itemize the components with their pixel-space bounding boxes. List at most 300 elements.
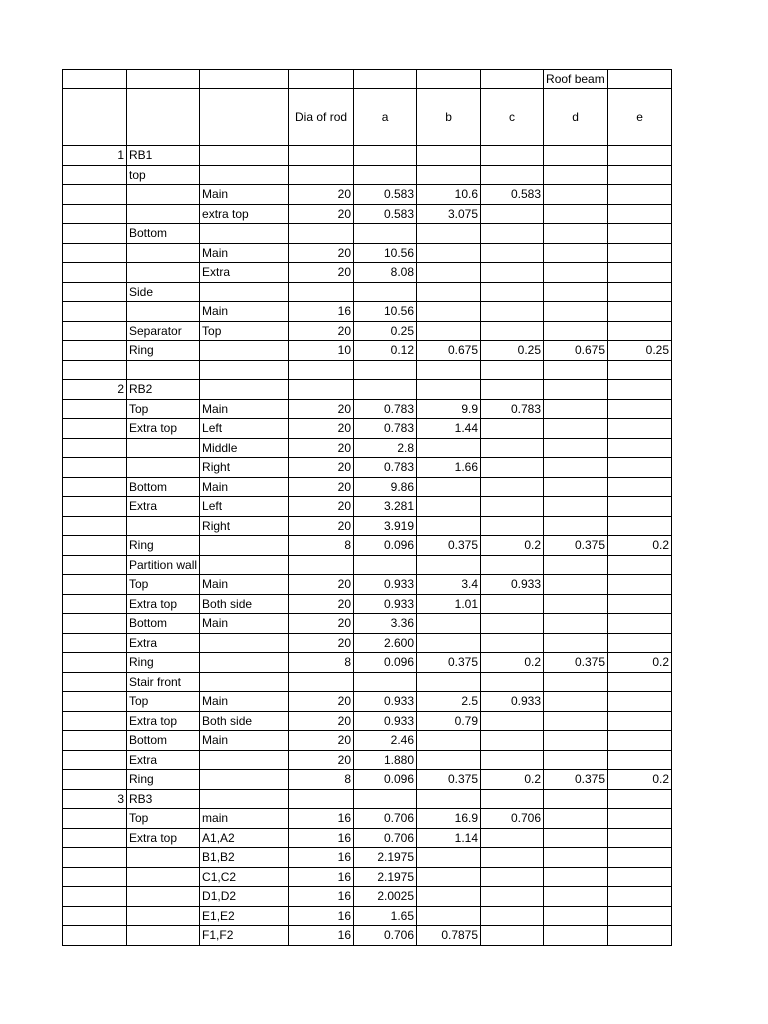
table-cell[interactable] [544,867,608,887]
table-cell[interactable]: 3.281 [354,497,417,517]
table-cell[interactable]: 16 [289,848,354,868]
table-cell[interactable] [544,263,608,283]
table-cell[interactable] [608,867,672,887]
table-cell[interactable] [354,146,417,166]
table-cell[interactable]: 20 [289,477,354,497]
table-cell[interactable]: 16 [289,887,354,907]
table-cell[interactable] [481,555,544,575]
table-cell[interactable] [544,399,608,419]
table-cell[interactable] [127,243,200,263]
table-cell[interactable] [481,282,544,302]
table-cell[interactable] [417,282,481,302]
table-cell[interactable]: Main [200,614,289,634]
table-cell[interactable] [544,497,608,517]
table-cell[interactable] [608,282,672,302]
table-cell[interactable] [289,672,354,692]
table-cell[interactable] [289,360,354,380]
table-cell[interactable]: Side [127,282,200,302]
table-cell[interactable] [63,848,127,868]
table-cell[interactable] [63,887,127,907]
table-cell[interactable]: Extra top [127,419,200,439]
table-cell[interactable] [63,906,127,926]
table-cell[interactable]: 20 [289,185,354,205]
table-cell[interactable] [544,380,608,400]
table-cell[interactable] [63,575,127,595]
table-cell[interactable] [63,89,127,146]
table-cell[interactable]: 16 [289,809,354,829]
table-cell[interactable] [481,887,544,907]
table-cell[interactable] [608,555,672,575]
table-cell[interactable] [544,516,608,536]
table-cell[interactable] [63,828,127,848]
table-cell[interactable] [200,360,289,380]
table-cell[interactable] [354,165,417,185]
table-cell[interactable] [200,165,289,185]
table-cell[interactable] [63,224,127,244]
table-cell[interactable] [481,224,544,244]
table-cell[interactable] [608,906,672,926]
table-cell[interactable]: 0.933 [354,711,417,731]
table-cell[interactable]: 8 [289,536,354,556]
table-cell[interactable] [63,516,127,536]
table-cell[interactable] [127,185,200,205]
table-cell[interactable] [608,516,672,536]
table-cell[interactable]: 2.600 [354,633,417,653]
table-cell[interactable] [200,536,289,556]
table-cell[interactable]: 0.933 [354,692,417,712]
table-cell[interactable]: 0.096 [354,653,417,673]
table-cell[interactable]: 10 [289,341,354,361]
table-cell[interactable]: 20 [289,321,354,341]
table-cell[interactable]: 0.933 [481,575,544,595]
table-cell[interactable] [608,614,672,634]
table-cell[interactable] [608,243,672,263]
table-cell[interactable] [200,653,289,673]
table-cell[interactable] [544,185,608,205]
table-cell[interactable] [200,282,289,302]
table-cell[interactable] [127,906,200,926]
table-cell[interactable]: Main [200,575,289,595]
table-cell[interactable] [481,828,544,848]
table-cell[interactable] [417,789,481,809]
table-cell[interactable] [200,341,289,361]
table-cell[interactable] [63,341,127,361]
table-cell[interactable] [63,555,127,575]
table-cell[interactable] [417,146,481,166]
table-cell[interactable]: 0.375 [544,770,608,790]
table-cell[interactable] [481,360,544,380]
table-cell[interactable]: 0.2 [608,770,672,790]
table-cell[interactable]: 3.36 [354,614,417,634]
table-cell[interactable]: 10.6 [417,185,481,205]
table-cell[interactable] [200,89,289,146]
table-cell[interactable]: 0.675 [417,341,481,361]
table-cell[interactable] [608,848,672,868]
table-cell[interactable] [127,204,200,224]
table-cell[interactable] [544,809,608,829]
table-cell[interactable]: a [354,89,417,146]
table-cell[interactable]: 0.375 [544,653,608,673]
table-cell[interactable] [63,263,127,283]
table-cell[interactable]: 2.46 [354,731,417,751]
table-cell[interactable] [544,165,608,185]
table-cell[interactable] [481,731,544,751]
table-cell[interactable] [544,477,608,497]
table-cell[interactable]: 2.8 [354,438,417,458]
table-cell[interactable]: 3 [63,789,127,809]
table-cell[interactable]: 0.2 [481,653,544,673]
table-cell[interactable] [289,224,354,244]
table-cell[interactable]: e [608,89,672,146]
table-cell[interactable] [417,614,481,634]
table-cell[interactable] [481,750,544,770]
table-cell[interactable]: 0.25 [608,341,672,361]
table-cell[interactable]: Separator [127,321,200,341]
table-cell[interactable]: 0.706 [354,809,417,829]
table-cell[interactable]: 16.9 [417,809,481,829]
table-cell[interactable]: Main [200,399,289,419]
table-cell[interactable] [608,789,672,809]
table-cell[interactable]: Main [200,243,289,263]
table-cell[interactable] [63,692,127,712]
table-cell[interactable]: c [481,89,544,146]
table-cell[interactable] [63,282,127,302]
table-cell[interactable] [608,458,672,478]
table-cell[interactable]: 0.933 [481,692,544,712]
table-cell[interactable]: 0.7875 [417,926,481,946]
table-cell[interactable] [544,419,608,439]
table-cell[interactable] [544,789,608,809]
table-cell[interactable] [544,750,608,770]
table-cell[interactable] [544,594,608,614]
table-cell[interactable]: 20 [289,711,354,731]
table-cell[interactable] [481,419,544,439]
table-cell[interactable] [200,750,289,770]
table-cell[interactable] [417,263,481,283]
table-cell[interactable] [63,750,127,770]
table-cell[interactable]: Left [200,497,289,517]
table-cell[interactable] [544,614,608,634]
table-cell[interactable] [481,867,544,887]
table-cell[interactable] [481,243,544,263]
table-cell[interactable] [63,867,127,887]
table-cell[interactable] [608,70,672,89]
table-cell[interactable] [608,204,672,224]
table-cell[interactable] [608,731,672,751]
table-cell[interactable]: Ring [127,770,200,790]
table-cell[interactable]: Main [200,302,289,322]
table-cell[interactable] [544,302,608,322]
table-cell[interactable]: 1.66 [417,458,481,478]
table-cell[interactable]: 2.1975 [354,867,417,887]
table-cell[interactable] [608,263,672,283]
table-cell[interactable] [63,321,127,341]
table-cell[interactable] [417,633,481,653]
table-cell[interactable]: Ring [127,536,200,556]
table-cell[interactable] [417,887,481,907]
table-cell[interactable]: 20 [289,614,354,634]
table-cell[interactable]: 0.933 [354,575,417,595]
table-cell[interactable]: 0.79 [417,711,481,731]
table-cell[interactable]: 3.075 [417,204,481,224]
table-cell[interactable] [354,360,417,380]
table-cell[interactable]: 16 [289,828,354,848]
table-cell[interactable]: Extra [200,263,289,283]
table-cell[interactable] [481,380,544,400]
table-cell[interactable]: Bottom [127,224,200,244]
table-cell[interactable] [63,477,127,497]
table-cell[interactable] [354,380,417,400]
table-cell[interactable] [608,399,672,419]
table-cell[interactable]: Extra [127,633,200,653]
table-cell[interactable]: 20 [289,399,354,419]
table-cell[interactable] [417,906,481,926]
table-cell[interactable]: 0.12 [354,341,417,361]
table-cell[interactable]: 1.880 [354,750,417,770]
table-cell[interactable] [544,633,608,653]
table-cell[interactable] [608,224,672,244]
table-cell[interactable] [289,380,354,400]
table-cell[interactable] [200,672,289,692]
table-cell[interactable]: 0.096 [354,536,417,556]
table-cell[interactable]: Extra [127,750,200,770]
table-cell[interactable] [481,165,544,185]
table-cell[interactable]: Bottom [127,614,200,634]
table-cell[interactable] [481,789,544,809]
table-cell[interactable] [127,926,200,946]
table-cell[interactable] [417,672,481,692]
table-cell[interactable] [544,282,608,302]
table-cell[interactable]: 0.783 [354,458,417,478]
table-cell[interactable]: 10.56 [354,243,417,263]
table-cell[interactable] [608,497,672,517]
table-cell[interactable]: Top [200,321,289,341]
table-cell[interactable]: 1 [63,146,127,166]
table-cell[interactable] [417,477,481,497]
table-cell[interactable]: A1,A2 [200,828,289,848]
table-cell[interactable] [481,302,544,322]
table-cell[interactable] [63,926,127,946]
table-cell[interactable] [544,224,608,244]
table-cell[interactable] [608,594,672,614]
table-cell[interactable]: 0.675 [544,341,608,361]
table-cell[interactable] [200,70,289,89]
table-cell[interactable]: 20 [289,633,354,653]
table-cell[interactable] [417,224,481,244]
table-cell[interactable] [354,224,417,244]
table-cell[interactable]: Extra top [127,828,200,848]
table-cell[interactable] [289,282,354,302]
table-cell[interactable]: 20 [289,497,354,517]
table-cell[interactable] [63,731,127,751]
table-cell[interactable] [127,302,200,322]
table-cell[interactable]: 1.44 [417,419,481,439]
table-cell[interactable]: 0.375 [544,536,608,556]
table-cell[interactable]: 20 [289,731,354,751]
table-cell[interactable] [417,555,481,575]
table-cell[interactable] [544,711,608,731]
table-cell[interactable] [544,906,608,926]
table-cell[interactable] [544,887,608,907]
table-cell[interactable] [63,672,127,692]
table-cell[interactable] [417,750,481,770]
table-cell[interactable] [481,633,544,653]
table-cell[interactable]: Ring [127,341,200,361]
table-cell[interactable]: Extra top [127,594,200,614]
table-cell[interactable] [608,146,672,166]
table-cell[interactable] [63,711,127,731]
table-cell[interactable] [481,70,544,89]
table-cell[interactable] [63,302,127,322]
table-cell[interactable]: Top [127,809,200,829]
table-cell[interactable] [63,770,127,790]
table-cell[interactable] [63,614,127,634]
table-cell[interactable] [63,497,127,517]
table-cell[interactable] [608,438,672,458]
table-cell[interactable]: Stair front [127,672,200,692]
table-cell[interactable] [417,438,481,458]
table-cell[interactable] [289,146,354,166]
table-cell[interactable] [200,789,289,809]
table-cell[interactable]: 20 [289,204,354,224]
table-cell[interactable]: 0.933 [354,594,417,614]
table-cell[interactable]: Top [127,399,200,419]
table-cell[interactable] [544,731,608,751]
table-cell[interactable] [481,477,544,497]
table-cell[interactable] [544,848,608,868]
table-cell[interactable] [63,165,127,185]
table-cell[interactable] [544,360,608,380]
table-cell[interactable]: RB3 [127,789,200,809]
table-cell[interactable] [608,165,672,185]
table-cell[interactable] [200,380,289,400]
table-cell[interactable] [200,633,289,653]
table-cell[interactable] [481,263,544,283]
table-cell[interactable]: RB1 [127,146,200,166]
table-cell[interactable]: 20 [289,243,354,263]
table-cell[interactable] [289,555,354,575]
table-cell[interactable]: Extra [127,497,200,517]
table-cell[interactable] [608,926,672,946]
table-cell[interactable] [417,302,481,322]
table-cell[interactable] [608,809,672,829]
table-cell[interactable] [544,828,608,848]
table-cell[interactable] [417,867,481,887]
table-cell[interactable] [481,711,544,731]
table-cell[interactable]: 0.706 [354,828,417,848]
table-cell[interactable] [417,360,481,380]
table-cell[interactable]: 9.9 [417,399,481,419]
table-cell[interactable]: Roof beam [544,70,608,89]
table-cell[interactable]: 0.25 [481,341,544,361]
table-cell[interactable]: C1,C2 [200,867,289,887]
table-cell[interactable]: Left [200,419,289,439]
table-cell[interactable] [63,204,127,224]
table-cell[interactable] [481,438,544,458]
table-cell[interactable]: Middle [200,438,289,458]
table-cell[interactable] [608,711,672,731]
table-cell[interactable]: RB2 [127,380,200,400]
table-cell[interactable] [608,419,672,439]
table-cell[interactable] [544,692,608,712]
table-cell[interactable]: 8 [289,770,354,790]
table-cell[interactable]: 20 [289,263,354,283]
table-cell[interactable] [354,789,417,809]
table-cell[interactable]: 2.5 [417,692,481,712]
table-cell[interactable] [608,887,672,907]
table-cell[interactable] [63,70,127,89]
table-cell[interactable] [481,458,544,478]
table-cell[interactable]: 0.375 [417,653,481,673]
table-cell[interactable] [544,575,608,595]
table-cell[interactable] [354,282,417,302]
table-cell[interactable]: 2.0025 [354,887,417,907]
table-cell[interactable] [481,204,544,224]
table-cell[interactable]: 0.783 [354,399,417,419]
table-cell[interactable] [354,555,417,575]
table-cell[interactable]: 0.583 [481,185,544,205]
table-cell[interactable]: Main [200,731,289,751]
table-cell[interactable] [417,380,481,400]
table-cell[interactable] [608,321,672,341]
table-cell[interactable] [544,458,608,478]
table-cell[interactable]: 16 [289,867,354,887]
table-cell[interactable]: Top [127,692,200,712]
table-cell[interactable] [63,594,127,614]
table-cell[interactable] [63,458,127,478]
table-cell[interactable] [200,555,289,575]
table-cell[interactable] [481,497,544,517]
table-cell[interactable]: 16 [289,926,354,946]
table-cell[interactable]: B1,B2 [200,848,289,868]
table-cell[interactable] [63,438,127,458]
table-cell[interactable]: 8 [289,653,354,673]
table-cell[interactable]: 0.2 [608,653,672,673]
table-cell[interactable]: 0.2 [608,536,672,556]
table-cell[interactable] [608,828,672,848]
table-cell[interactable] [63,419,127,439]
table-cell[interactable] [63,399,127,419]
table-cell[interactable]: 20 [289,458,354,478]
table-cell[interactable]: Main [200,185,289,205]
table-cell[interactable]: Both side [200,594,289,614]
table-cell[interactable]: Bottom [127,731,200,751]
table-cell[interactable] [544,146,608,166]
table-cell[interactable]: 0.783 [481,399,544,419]
table-cell[interactable]: 0.25 [354,321,417,341]
table-cell[interactable]: Dia of rod [289,89,354,146]
table-cell[interactable]: 0.375 [417,536,481,556]
table-cell[interactable] [127,70,200,89]
table-cell[interactable] [127,887,200,907]
table-cell[interactable] [63,536,127,556]
table-cell[interactable] [127,360,200,380]
table-cell[interactable]: 1.01 [417,594,481,614]
table-cell[interactable] [63,633,127,653]
table-cell[interactable]: 9.86 [354,477,417,497]
table-cell[interactable] [417,731,481,751]
table-cell[interactable] [63,360,127,380]
table-cell[interactable] [417,70,481,89]
table-cell[interactable]: 16 [289,302,354,322]
table-cell[interactable] [608,185,672,205]
table-cell[interactable]: D1,D2 [200,887,289,907]
table-cell[interactable]: 0.783 [354,419,417,439]
table-cell[interactable] [200,224,289,244]
table-cell[interactable] [608,360,672,380]
table-cell[interactable]: 2.1975 [354,848,417,868]
table-cell[interactable]: 1.65 [354,906,417,926]
